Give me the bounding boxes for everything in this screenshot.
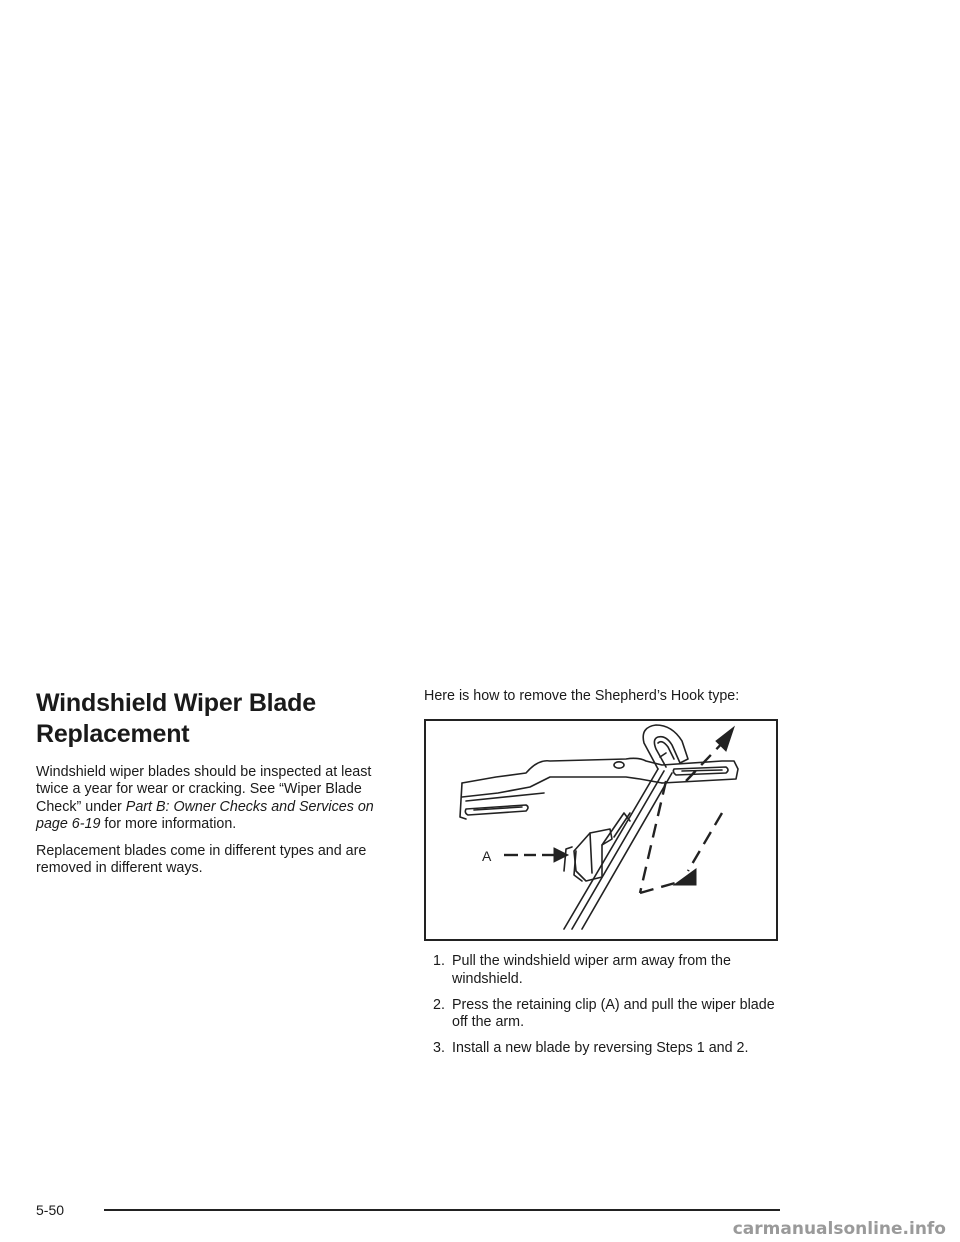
procedure-intro: Here is how to remove the Shepherd’s Hook type:: [424, 688, 740, 704]
watermark: carmanualsonline.info: [732, 1219, 946, 1239]
left-column: [36, 688, 384, 888]
removal-steps: [424, 953, 784, 1057]
cross-reference: Part B: Owner Checks and Services on page 6-19: [36, 798, 374, 832]
footer-rule: [104, 1209, 780, 1211]
section-title-line1: Windshield Wiper Blade: [36, 689, 316, 717]
step-3: [424, 1040, 784, 1057]
wiper-blade-illustration: [424, 719, 778, 941]
right-column: [424, 688, 784, 1067]
page-number: 5-50: [36, 1202, 65, 1218]
step-number: 1.: [433, 953, 445, 970]
step-number: 2.: [433, 996, 445, 1013]
step-text: Pull the windshield wiper arm away from the windshield.: [452, 953, 731, 987]
section-title: [36, 688, 384, 750]
step-text: Install a new blade by reversing Steps 1 and 2.: [452, 1040, 749, 1057]
callout-label-a: A: [482, 848, 492, 865]
inspection-paragraph: [36, 764, 384, 833]
wiper-blade-drawing: [426, 721, 776, 939]
step-text: Press the retaining clip (A) and pull the wiper blade off the arm.: [452, 996, 775, 1031]
step-1: [424, 953, 784, 988]
section-title-line2: Replacement: [36, 720, 190, 748]
step-number: 3.: [433, 1040, 445, 1057]
blade-types-paragraph: Replacement blades come in different types and are removed in different ways.: [36, 843, 367, 877]
inspection-text: Windshield wiper blades should be inspected at least twice a year for wear or cracking. See “Wiper Blade Check” under: [36, 764, 372, 815]
step-2: [424, 997, 784, 1032]
inspection-text-end: for more information.: [100, 815, 237, 832]
